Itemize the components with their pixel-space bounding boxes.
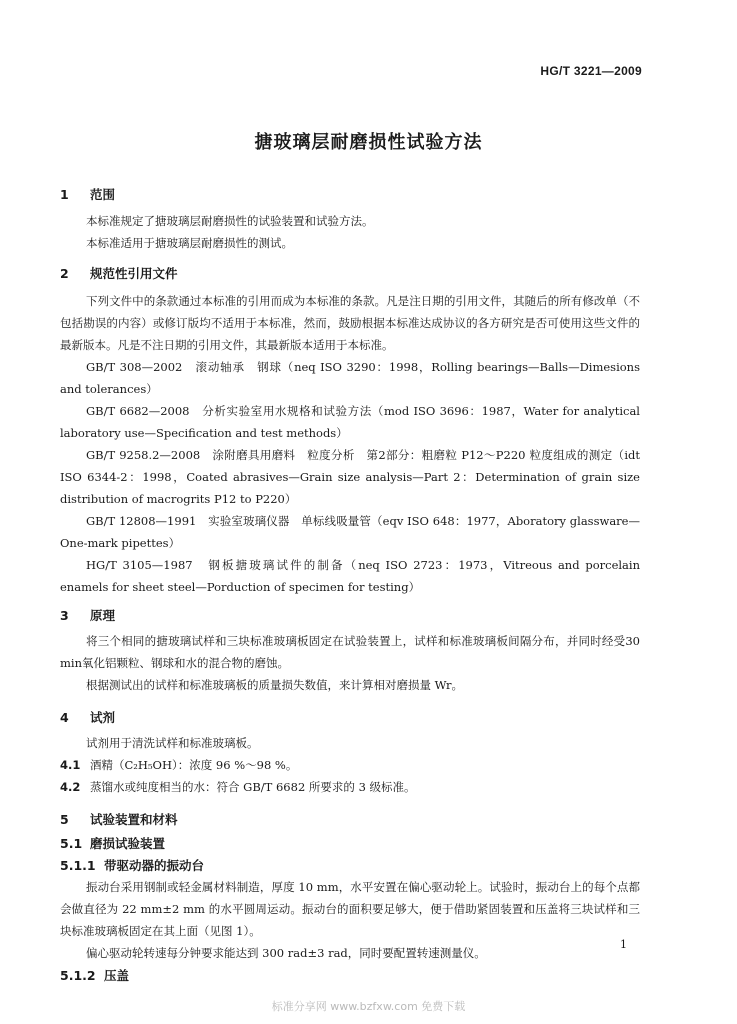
section-1-heading <box>60 185 115 203</box>
reference-item: GB/T 6682—2008 分析实验室用水规格和试验方法（mod ISO 3696：1987，Water for analytical laboratory use—Specification and test methods） <box>60 404 640 440</box>
section-5-heading <box>60 810 178 828</box>
section-2-heading <box>60 264 178 282</box>
section-3-heading <box>60 606 115 624</box>
list-item <box>60 754 640 776</box>
paragraph: 将三个相同的搪玻璃试样和三块标准玻璃板固定在试验装置上，试样和标准玻璃板间隔分布，并同时经受30 min氧化铝颗粒、钢球和水的混合物的磨蚀。 <box>60 634 640 670</box>
subsection-5-1-heading <box>60 834 165 852</box>
paragraph: 试剂用于清洗试样和标准玻璃板。 <box>86 736 259 750</box>
paragraph: 下列文件中的条款通过本标准的引用而成为本标准的条款。凡是注日期的引用文件，其随后的所有修改单（不包括勘误的内容）或修订版均不适用于本标准，然而，鼓励根据本标准达成协议的各方研究是否可使用这些文件的最新版本。凡是不注日期的引用文件，其最新版本适用于本标准。 <box>60 294 640 352</box>
section-title: 范围 <box>90 187 116 202</box>
section-number: 1 <box>60 187 69 202</box>
item-number: 4.2 <box>60 780 81 794</box>
section-number: 5.1.2 <box>60 968 96 983</box>
section-title: 规范性引用文件 <box>90 266 178 281</box>
section-title: 压盖 <box>104 968 130 983</box>
subsection-5-1-1-heading <box>60 856 204 874</box>
paragraph: 本标准规定了搪玻璃层耐磨损性的试验装置和试验方法。 <box>86 214 374 228</box>
watermark-text: 标准分享网 www.bzfxw.com 免费下载 <box>271 1000 466 1013</box>
section-number: 5 <box>60 812 69 827</box>
paragraph: 本标准适用于搪玻璃层耐磨损性的测试。 <box>86 236 293 250</box>
list-item <box>60 776 640 798</box>
section-number: 4 <box>60 710 69 725</box>
section-number: 5.1.1 <box>60 858 96 873</box>
document-title: 搪玻璃层耐磨损性试验方法 <box>254 132 483 153</box>
paragraph: 偏心驱动轮转速每分钟要求能达到 300 rad±3 rad，同时要配置转速测量仪。 <box>86 946 486 960</box>
item-text: 酒精（C₂H₅OH）：浓度 96 %～98 %。 <box>90 758 298 772</box>
page-number: 1 <box>620 938 627 951</box>
reference-item: GB/T 9258.2—2008 涂附磨具用磨料 粒度分析 第2部分：粗磨粒 P12～P220 粒度组成的测定（idt ISO 6344-2：1998，Coated abrasives—Grain size analysis—Part 2：Determination of grain size distribution of macrogrits P12 to P220） <box>60 448 640 506</box>
reference-item: GB/T 308—2002 滚动轴承 钢球（neq ISO 3290：1998，Rolling bearings—Balls—Dimesions and tolerances） <box>60 360 640 396</box>
section-4-heading <box>60 708 115 726</box>
reference-item: GB/T 12808—1991 实验室玻璃仪器 单标线吸量管（eqv ISO 648：1977，Aboratory glassware—One-mark pipettes） <box>60 514 640 550</box>
section-title: 磨损试验装置 <box>90 836 166 851</box>
reference-item: HG/T 3105—1987 钢板搪玻璃试件的制备（neq ISO 2723：1973，Vitreous and porcelain enamels for sheet steel—Porduction of specimen for testing） <box>60 558 640 594</box>
section-title: 试验装置和材料 <box>90 812 178 827</box>
paragraph: 根据测试出的试样和标准玻璃板的质量损失数值，来计算相对磨损量 Wr。 <box>86 678 463 692</box>
item-number: 4.1 <box>60 758 81 772</box>
standard-code: HG/T 3221—2009 <box>540 64 642 78</box>
section-title: 带驱动器的振动台 <box>104 858 205 873</box>
section-title: 试剂 <box>90 710 116 725</box>
paragraph: 振动台采用钢制或轻金属材料制造，厚度 10 mm，水平安置在偏心驱动轮上。试验时，振动台上的每个点都会做直径为 22 mm±2 mm 的水平圆周运动。振动台的面积要足够大，便于借助紧固装置和压盖将三块试样和三块标准玻璃板固定在其上面（见图 1）。 <box>60 880 640 938</box>
subsection-5-1-2-heading <box>60 966 129 984</box>
item-text: 蒸馏水或纯度相当的水：符合 GB/T 6682 所要求的 3 级标准。 <box>90 780 416 794</box>
section-title: 原理 <box>90 608 116 623</box>
section-number: 3 <box>60 608 69 623</box>
section-number: 5.1 <box>60 836 83 851</box>
section-number: 2 <box>60 266 69 281</box>
